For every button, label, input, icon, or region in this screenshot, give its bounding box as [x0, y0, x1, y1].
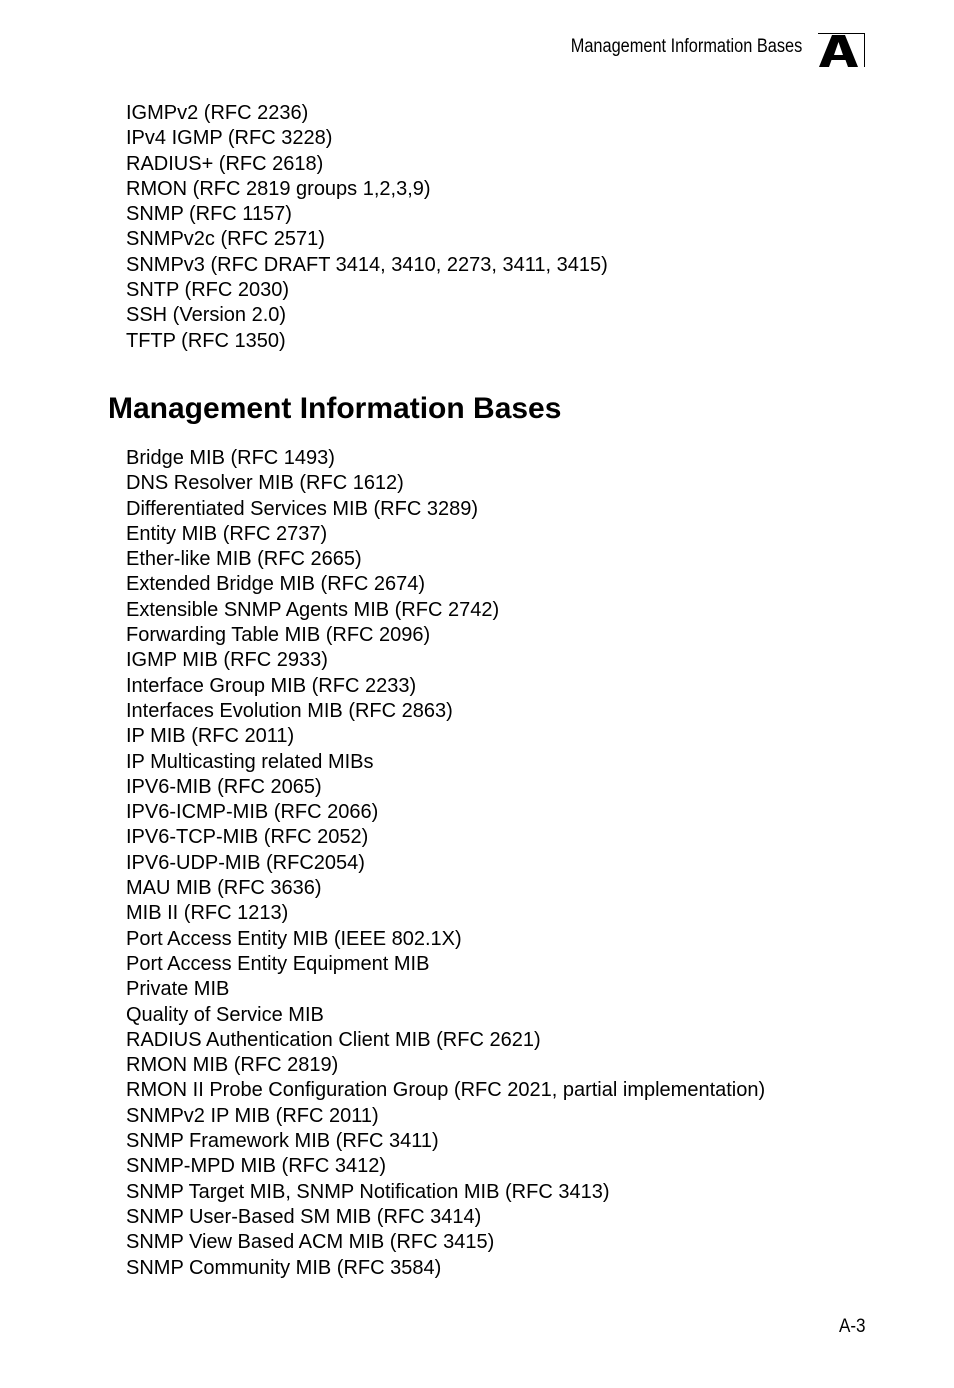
list-item: SNMPv2c (RFC 2571) — [126, 228, 325, 251]
list-item: Extensible SNMP Agents MIB (RFC 2742) — [126, 598, 500, 621]
list-item: Quality of Service MIB — [126, 1003, 324, 1026]
list-item: MAU MIB (RFC 3636) — [126, 877, 322, 900]
list-item: DNS Resolver MIB (RFC 1612) — [126, 472, 404, 495]
list-item: IPV6-TCP-MIB (RFC 2052) — [126, 826, 369, 849]
list-item: Port Access Entity Equipment MIB — [126, 952, 430, 975]
list-item: Port Access Entity MIB (IEEE 802.1X) — [126, 927, 462, 950]
list-item: SNMP User-Based SM MIB (RFC 3414) — [126, 1205, 482, 1228]
running-header: Management Information Bases — [570, 36, 802, 57]
list-item: IPv4 IGMP (RFC 3228) — [126, 127, 333, 150]
list-item: SNTP (RFC 2030) — [126, 279, 290, 302]
section-heading: Management Information Bases — [108, 392, 562, 425]
list-item: SNMPv2 IP MIB (RFC 2011) — [126, 1104, 379, 1127]
list-item: IGMPv2 (RFC 2236) — [126, 102, 309, 124]
list-item: Ether-like MIB (RFC 2665) — [126, 548, 362, 571]
list-item: SNMP-MPD MIB (RFC 3412) — [126, 1155, 387, 1178]
list-item: TFTP (RFC 1350) — [126, 329, 286, 352]
list-item: IPV6-UDP-MIB (RFC2054) — [126, 851, 365, 874]
list-item: Differentiated Services MIB (RFC 3289) — [126, 497, 478, 520]
list-item: Entity MIB (RFC 2737) — [126, 522, 328, 545]
list-item: RMON MIB (RFC 2819) — [126, 1054, 339, 1077]
list-item: SNMP Framework MIB (RFC 3411) — [126, 1130, 439, 1153]
list-item: RMON II Probe Configuration Group (RFC 2021, partial implementation) — [126, 1079, 766, 1102]
list-item: IPV6-ICMP-MIB (RFC 2066) — [126, 801, 379, 824]
list-item: Interfaces Evolution MIB (RFC 2863) — [126, 699, 453, 722]
list-item: Bridge MIB (RFC 1493) — [126, 447, 335, 469]
list-item: MIB II (RFC 1213) — [126, 902, 289, 925]
appendix-letter-icon — [818, 34, 864, 67]
list-item: SNMP (RFC 1157) — [126, 203, 292, 226]
list-item: RADIUS+ (RFC 2618) — [126, 152, 324, 175]
appendix-tab — [818, 33, 865, 67]
mib-list — [126, 446, 765, 1281]
list-item: Private MIB — [126, 978, 230, 1001]
page-number: A-3 — [839, 1316, 866, 1337]
list-item: SSH (Version 2.0) — [126, 304, 287, 327]
list-item: Forwarding Table MIB (RFC 2096) — [126, 624, 431, 647]
list-item: SNMP View Based ACM MIB (RFC 3415) — [126, 1231, 495, 1254]
list-item: RADIUS Authentication Client MIB (RFC 2621) — [126, 1028, 541, 1051]
list-item: RMON (RFC 2819 groups 1,2,3,9) — [126, 177, 431, 200]
list-item: IPV6-MIB (RFC 2065) — [126, 775, 322, 798]
list-item: IP Multicasting related MIBs — [126, 750, 374, 773]
list-item: IGMP MIB (RFC 2933) — [126, 649, 328, 672]
list-item: Extended Bridge MIB (RFC 2674) — [126, 573, 426, 596]
list-item: SNMPv3 (RFC DRAFT 3414, 3410, 2273, 3411, 3415) — [126, 253, 608, 276]
list-item: Interface Group MIB (RFC 2233) — [126, 674, 417, 697]
list-item: IP MIB (RFC 2011) — [126, 725, 295, 748]
list-item: SNMP Community MIB (RFC 3584) — [126, 1256, 442, 1279]
list-item: SNMP Target MIB, SNMP Notification MIB (RFC 3413) — [126, 1180, 610, 1203]
protocols-list — [126, 101, 608, 354]
